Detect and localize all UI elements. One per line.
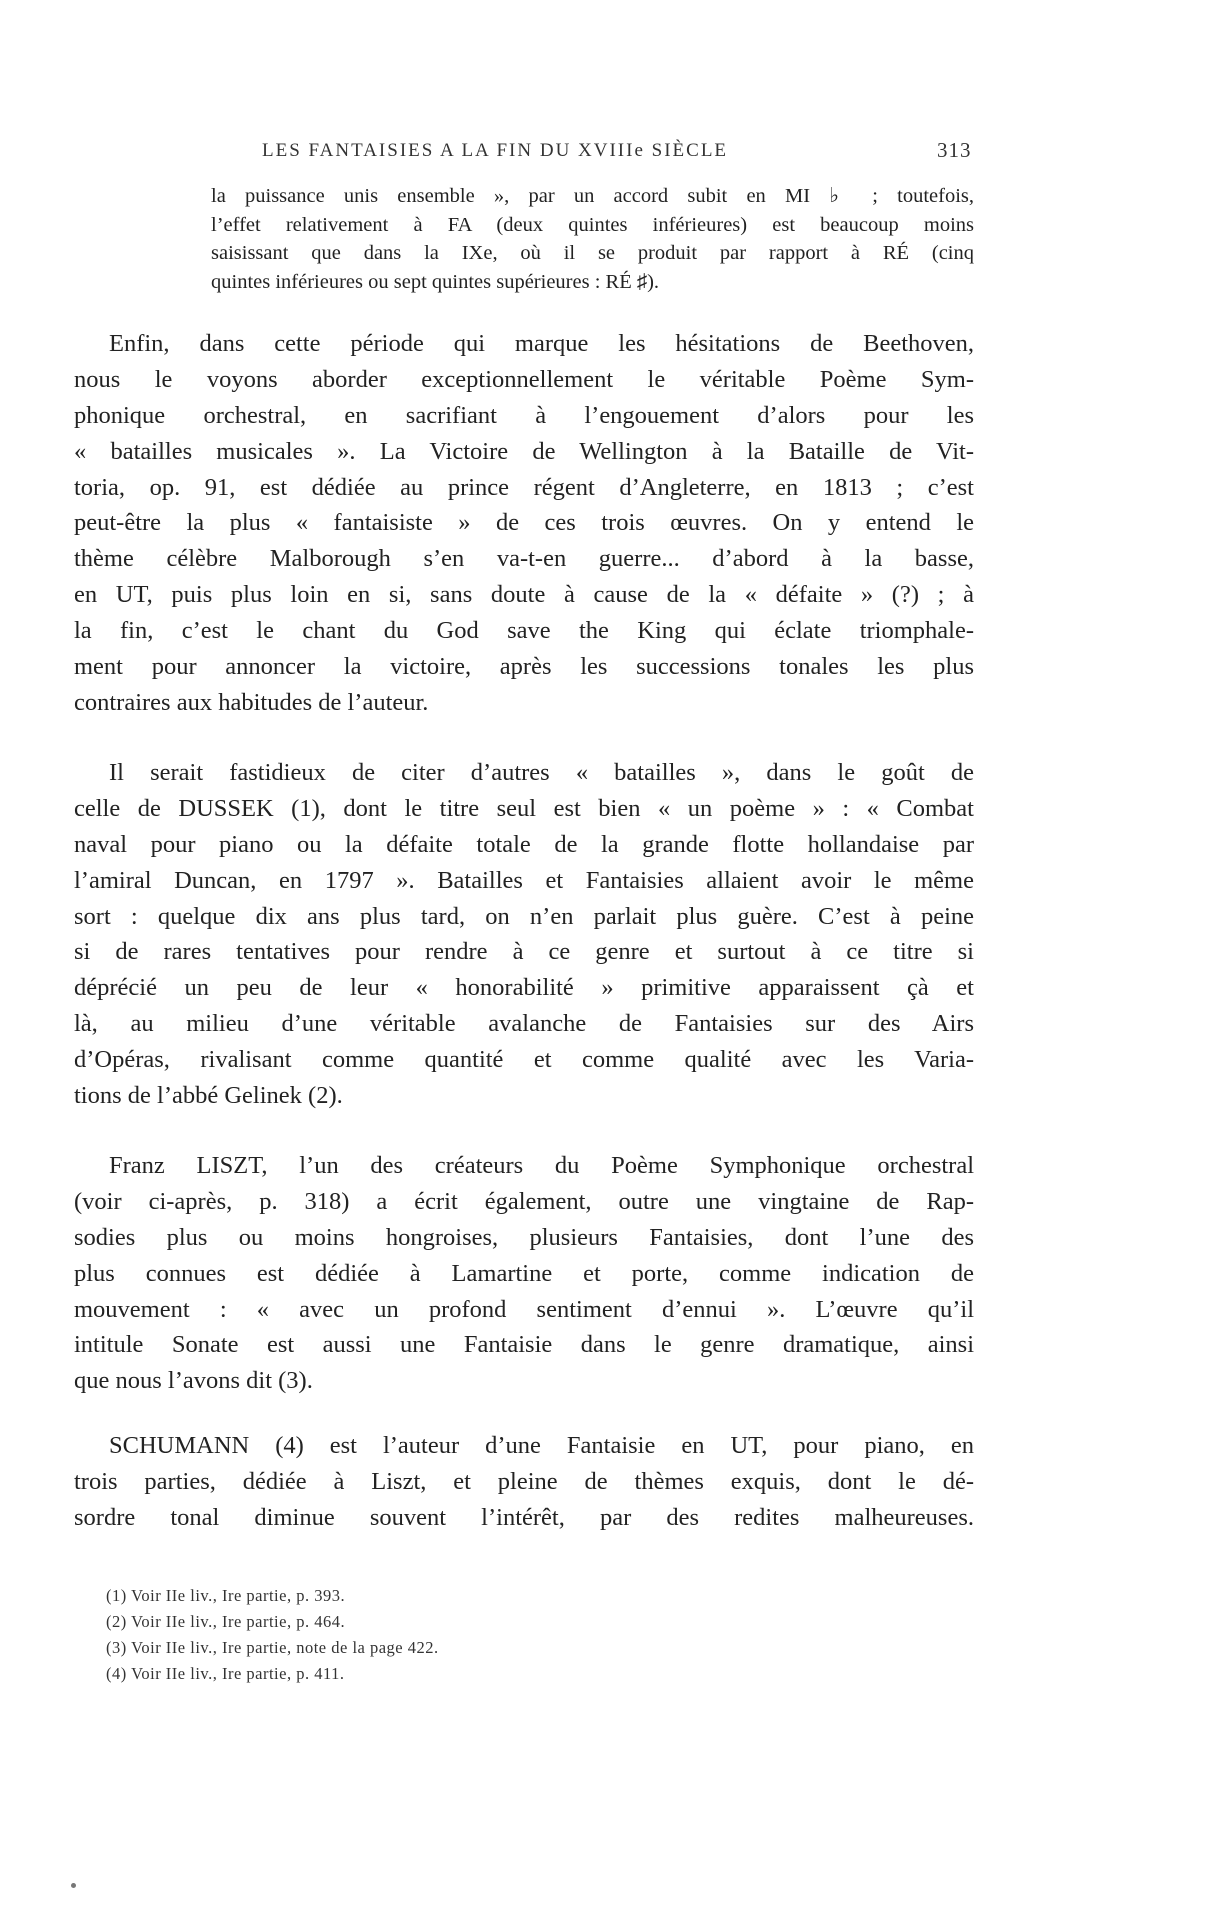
footnote: (3) Voir IIe liv., Ire partie, note de la page 422. xyxy=(106,1638,439,1657)
continued-paragraph xyxy=(74,182,974,297)
text-line: contraires aux habitudes de l’auteur. xyxy=(74,688,429,716)
paragraph-beethoven xyxy=(74,326,974,721)
text-line: en UT, puis plus loin en si, sans doute à cause de la « défaite » (?) ; à xyxy=(74,581,974,609)
text-line: l’effet relativement à FA (deux quintes inférieures) est beaucoup moins xyxy=(211,213,974,236)
text-line: la fin, c’est le chant du God save the King qui éclate triomphale- xyxy=(74,617,974,645)
text-line: quintes inférieures ou sept quintes supérieures : RÉ ♯). xyxy=(211,271,660,294)
text-line: déprécié un peu de leur « honorabilité » primitive apparaissent çà et xyxy=(74,974,974,1002)
running-title: LES FANTAISIES A LA FIN DU XVIIIe SIÈCLE xyxy=(262,140,729,161)
text-line: Enfin, dans cette période qui marque les hésitations de Beethoven, xyxy=(109,330,974,357)
paragraph-schumann xyxy=(74,1428,974,1536)
text-line: peut-être la plus « fantaisiste » de ces trois œuvres. On y entend le xyxy=(74,509,974,537)
text-line: que nous l’avons dit (3). xyxy=(74,1367,313,1395)
text-line: (voir ci-après, p. 318) a écrit également, outre une vingtaine de Rap- xyxy=(74,1187,974,1215)
text-line: sodies plus ou moins hongroises, plusieurs Fantaisies, dont l’une des xyxy=(74,1223,974,1251)
text-line: trois parties, dédiée à Liszt, et pleine de thèmes exquis, dont le dé- xyxy=(74,1467,974,1495)
text-line: tions de l’abbé Gelinek (2). xyxy=(74,1082,343,1110)
text-line: là, au milieu d’une véritable avalanche de Fantaisies sur des Airs xyxy=(74,1010,974,1038)
text-line: celle de DUSSEK (1), dont le titre seul est bien « un poème » : « Combat xyxy=(74,794,974,822)
paragraph-dussek xyxy=(74,755,974,1114)
text-line: mouvement : « avec un profond sentiment d’ennui ». L’œuvre qu’il xyxy=(74,1295,974,1323)
paragraph-liszt xyxy=(74,1148,974,1399)
footnotes xyxy=(106,1583,806,1687)
text-line: toria, op. 91, est dédiée au prince régent d’Angleterre, en 1813 ; c’est xyxy=(74,473,974,501)
text-line: ment pour annoncer la victoire, après les successions tonales les plus xyxy=(74,653,974,681)
footnote: (2) Voir IIe liv., Ire partie, p. 464. xyxy=(106,1612,346,1631)
text-line: intitule Sonate est aussi une Fantaisie dans le genre dramatique, ainsi xyxy=(74,1331,974,1359)
text-line: Franz LISZT, l’un des créateurs du Poème Symphonique orchestral xyxy=(109,1152,974,1179)
text-line: Il serait fastidieux de citer d’autres « batailles », dans le goût de xyxy=(109,759,974,786)
text-line: naval pour piano ou la défaite totale de la grande flotte hollandaise par xyxy=(74,830,974,858)
text-line: « batailles musicales ». La Victoire de Wellington à la Bataille de Vit- xyxy=(74,437,974,465)
text-line: si de rares tentatives pour rendre à ce genre et surtout à ce titre si xyxy=(74,938,974,966)
text-line: saisissant que dans la IXe, où il se produit par rapport à RÉ (cinq xyxy=(211,242,974,265)
text-line: nous le voyons aborder exceptionnellement le véritable Poème Sym- xyxy=(74,365,974,393)
text-line: phonique orchestral, en sacrifiant à l’engouement d’alors pour les xyxy=(74,401,974,429)
text-line: thème célèbre Malborough s’en va-t-en guerre... d’abord à la basse, xyxy=(74,545,974,573)
text-line: d’Opéras, rivalisant comme quantité et comme qualité avec les Varia- xyxy=(74,1046,974,1074)
paper-speck xyxy=(71,1883,76,1888)
footnote: (1) Voir IIe liv., Ire partie, p. 393. xyxy=(106,1586,346,1605)
text-line: SCHUMANN (4) est l’auteur d’une Fantaisie en UT, pour piano, en xyxy=(109,1432,974,1459)
text-line: sordre tonal diminue souvent l’intérêt, par des redites malheureuses. xyxy=(74,1503,974,1531)
text-line: plus connues est dédiée à Lamartine et porte, comme indication de xyxy=(74,1259,974,1287)
page-number: 313 xyxy=(937,138,972,162)
footnote: (4) Voir IIe liv., Ire partie, p. 411. xyxy=(106,1664,345,1683)
text-line: la puissance unis ensemble », par un accord subit en MI ♭ ; toutefois, xyxy=(211,185,974,207)
text-line: sort : quelque dix ans plus tard, on n’en parlait plus guère. C’est à peine xyxy=(74,902,974,930)
text-line: l’amiral Duncan, en 1797 ». Batailles et Fantaisies allaient avoir le même xyxy=(74,866,974,894)
